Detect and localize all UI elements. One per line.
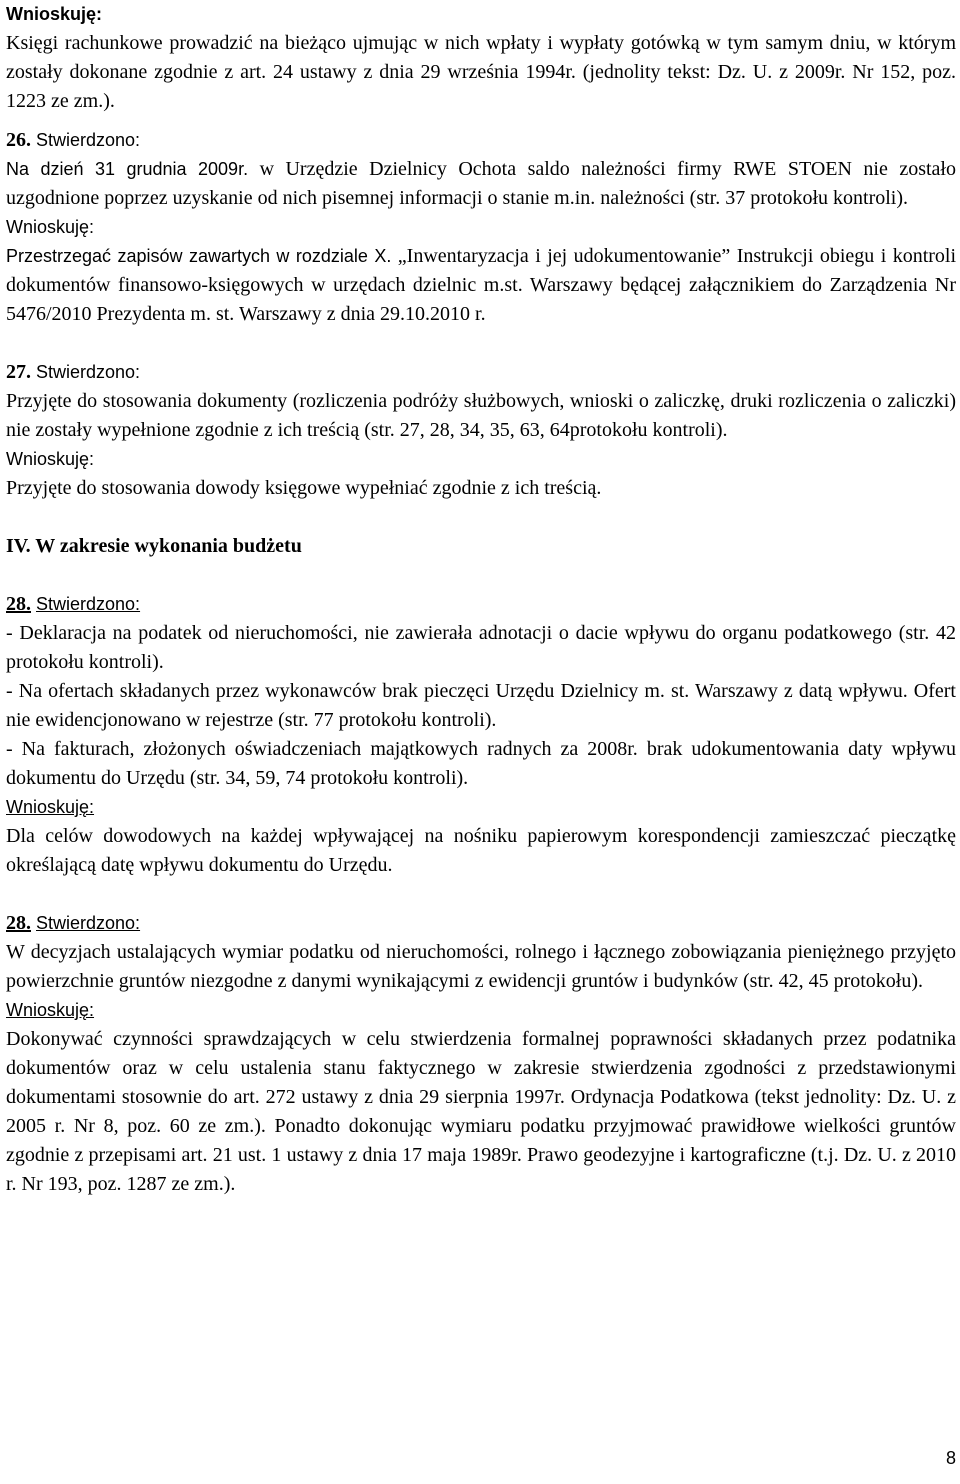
wnioskuje-label: Wnioskuję: <box>6 797 95 817</box>
recommendation-text: Księgi rachunkowe prowadzić na bieżąco ujmując w nich wpłaty i wypłaty gotówką w tym samym dniu, w którym zostały dokonane zgodnie z art. 24 ustawy z dnia 29 września 1994r. (jednolity tekst: Dz. U. z 2009r. Nr 152, poz. 1223 ze zm.). <box>6 32 956 112</box>
finding-text <box>6 155 956 213</box>
section-title: IV. W zakresie wykonania budżetu <box>6 535 302 557</box>
wnioskuje-label: Wnioskuję: <box>6 217 95 237</box>
item-number: 26. <box>6 129 31 151</box>
wnioskuje-label: Wnioskuję: <box>6 449 95 469</box>
finding-text-part: w Urzędzie Dzielnicy Ochota saldo należności firmy RWE STOEN nie zostało uzgodnione poprzez uzyskanie od nich pisemnej informacji o stanie m.in. należności (str. 37 protokołu kontroli). <box>6 158 956 209</box>
item-number: 28. <box>6 593 31 615</box>
stwierdzono-label: Stwierdzono: <box>36 594 141 614</box>
finding-heading <box>6 126 956 155</box>
finding-text: W decyzjach ustalających wymiar podatku od nieruchomości, rolnego i łącznego zobowiązania pieniężnego przyjęto powierzchnie gruntów niezgodne z danymi wynikającymi z ewidencji gruntów i budynków (str. 42, 45 protokołu). <box>6 941 956 992</box>
recommendation-text-part: „Inwentaryzacja i jej udokumentowanie” Instrukcji obiegu i kontroli dokumentów finansowo-księgowych w urzędach dzielnic m.st. Warszawy będącej załącznikiem do Zarządzenia Nr 5476/2010 Prezydenta m. st. Warszawy z dnia 29.10.2010 r. <box>6 245 957 325</box>
recommendation-text <box>6 242 956 329</box>
wnioskuje-label: Wnioskuję: <box>6 1000 95 1020</box>
document-page <box>6 0 956 1199</box>
recommendation-text: Dla celów dowodowych na każdej wpływającej na nośniku papierowym korespondencji zamieszczać pieczątkę określającą datę wpływu dokumentu do Urzędu. <box>6 825 956 876</box>
item-number: 27. <box>6 361 31 383</box>
page-number: 8 <box>945 1448 956 1468</box>
recommendation-text-part: Przestrzegać zapisów zawartych w rozdziale X. <box>6 246 392 266</box>
stwierdzono-label: Stwierdzono: <box>36 130 141 150</box>
stwierdzono-label: Stwierdzono: <box>36 362 141 382</box>
finding-text-part: Na dzień 31 grudnia 2009r. <box>6 159 249 179</box>
recommendation-text: Przyjęte do stosowania dowody księgowe wypełniać zgodnie z ich treścią. <box>6 477 602 499</box>
finding-text: - Na ofertach składanych przez wykonawców brak pieczęci Urzędu Dzielnicy m. st. Warszawy z datą wpływu. Ofert nie ewidencjonowano w rejestrze (str. 77 protokołu kontroli). <box>6 680 956 731</box>
item-number: 28. <box>6 912 31 934</box>
finding-text: Przyjęte do stosowania dokumenty (rozliczenia podróży służbowych, wnioski o zaliczkę, druki rozliczenia o zaliczki) nie zostały wypełnione zgodnie z ich treścią (str. 27, 28, 34, 35, 63, 64protokołu kontroli). <box>6 390 956 441</box>
finding-heading <box>6 590 956 619</box>
finding-text: - Deklaracja na podatek od nieruchomości, nie zawierała adnotacji o dacie wpływu do organu podatkowego (str. 42 protokołu kontroli). <box>6 622 956 673</box>
finding-text: - Na fakturach, złożonych oświadczeniach majątkowych radnych za 2008r. brak udokumentowania daty wpływu dokumentu do Urzędu (str. 34, 59, 74 protokołu kontroli). <box>6 738 956 789</box>
recommendation-text: Dokonywać czynności sprawdzających w celu stwierdzenia formalnej poprawności składanych przez podatnika dokumentów oraz w celu ustalenia stanu faktycznego w zakresie stwierdzenia zgodności z przedstawionymi dokumentami stosownie do art. 272 ustawy z dnia 29 sierpnia 1997r. Ordynacja Podatkowa (tekst jednolity: Dz. U. z 2005 r. Nr 8, poz. 60 ze zm.). Ponadto dokonując wymiaru podatku przyjmować prawidłowe wielkości gruntów zgodnie z przepisami art. 21 ust. 1 ustawy z dnia 17 maja 1989r. Prawo geodezyjne i kartograficzne (t.j. Dz. U. z 2010 r. Nr 193, poz. 1287 ze zm.). <box>6 1028 956 1195</box>
wnioskuje-label: Wnioskuję: <box>6 4 103 24</box>
finding-heading <box>6 358 956 387</box>
stwierdzono-label: Stwierdzono: <box>36 913 141 933</box>
finding-heading <box>6 909 956 938</box>
